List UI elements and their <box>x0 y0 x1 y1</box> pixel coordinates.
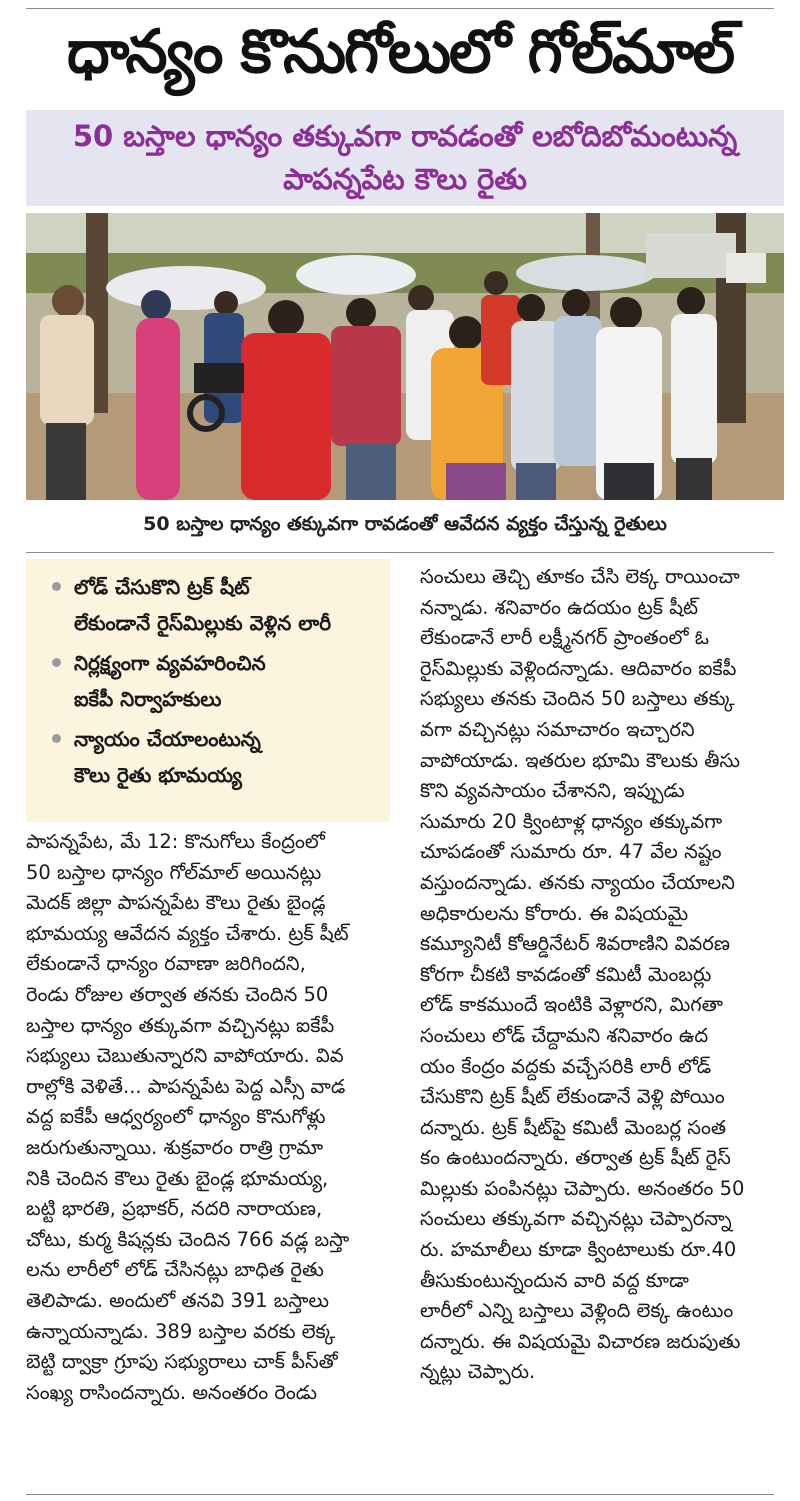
news-photo <box>26 213 784 500</box>
highlight-item <box>38 721 390 793</box>
headline: ధాన్యం కొనుగోలులో గోల్‌మాల్ <box>66 17 734 87</box>
bullet-icon <box>52 582 61 591</box>
photo-caption: 50 బస్తాల ధాన్యం తక్కువగా రావడంతో ఆవేదన వ్యక్తం చేస్తున్న రైతులు <box>143 512 667 535</box>
body-column-right: సంచులు తెచ్చి తూకం చేసి లెక్క రాయించా నన్నాడు. శనివారం ఉదయం ట్రక్‌ షీట్‌ లేకుండానే లారీ లక్ష్మీనగర్‌ ప్రాంతంలో ఓ రైస్‌మిల్లుకు వెళ్లిందన్నాడు. ఆదివారం ఐకేపీ సభ్యులు తనకు చెందిన 50 బస్తాలు తక్కు వగా వచ్చినట్లు సమాచారం ఇచ్చారని వాపోయాడు. ఇతరుల భూమి కౌలుకు తీసు కొని వ్యవసాయం చేశానని, ఇప్పుడు సుమారు 20 క్వింటాళ్ల ధాన్యం తక్కువగా చూపడంతో సుమారు రూ. 47 వేల నష్టం వస్తుందన్నాడు. తనకు న్యాయం చేయాలని అధికారులను కోరారు. ఈ విషయమై కమ్యూనిటీ కోఆర్డినేటర్‌ శివరాణిని వివరణ కోరగా చీకటి కావడంతో కమిటీ మెంబర్లు లోడ్‌ కాకముందే ఇంటికి వెళ్లారని, మిగతా సంచులు లోడ్‌ చేద్దామని శనివారం ఉద యం కేంద్రం వద్దకు వచ్చేసరికి లారీ లోడ్‌ చేసుకొని ట్రక్‌ షీట్‌ లేకుండానే వెళ్లి పోయిం దన్నారు. ట్రక్‌ షీట్‌పై కమిటీ మెంబర్ల సంత కం ఉంటుందన్నారు. తర్వాత ట్రక్‌ షీట్‌ రైస్‌ మిల్లుకు పంపినట్లు చెప్పారు. అనంతరం 50 సంచులు తక్కువగా వచ్చినట్లు చెప్పారన్నా రు. హమాలీలు కూడా క్వింటాలుకు రూ.40 తీసుకుంటున్నందున వారి వద్ద కూడా లారీలో ఎన్ని బస్తాలు వెళ్లింది లెక్క ఉంటుం దన్నారు. ఈ విషయమై విచారణ జరుపుతు న్నట్లు చెప్పారు. <box>420 565 745 1384</box>
top-rule <box>26 8 774 9</box>
bullet-icon <box>52 734 61 743</box>
bottom-rule <box>26 1494 774 1495</box>
highlight-item <box>38 645 390 717</box>
bullet-icon <box>52 658 61 667</box>
highlight-text: లోడ్‌ చేసుకొని ట్రక్‌ షీట్‌ లేకుండానే రైస్‌మిల్లుకు వెళ్లిన లారీ <box>74 575 332 635</box>
subheadline-box <box>26 110 784 206</box>
highlight-text: న్యాయం చేయాలంటున్న కౌలు రైతు భూమయ్య <box>74 727 261 787</box>
body-column-left: పాపన్నపేట, మే 12: కొనుగోలు కేంద్రంలో 50 బస్తాల ధాన్యం గోల్‌మాల్‌ అయినట్లు మెదక్‌ జిల్లా పాపన్నపేట కౌలు రైతు బైండ్ల భూమయ్య ఆవేదన వ్యక్తం చేశారు. ట్రక్‌ షీట్‌ లేకుండానే ధాన్యం రవాణా జరిగిందని, రెండు రోజుల తర్వాత తనకు చెందిన 50 బస్తాల ధాన్యం తక్కువగా వచ్చినట్లు ఐకేపీ సభ్యులు చెబుతున్నారని వాపోయారు. వివ రాల్లోకి వెళితే... పాపన్నపేట పెద్ద ఎస్సీ వాడ వద్ద ఐకేపీ ఆధ్వర్యంలో ధాన్యం కొనుగోళ్లు జరుగుతున్నాయి. శుక్రవారం రాత్రి గ్రామా నికి చెందిన కౌలు రైతు బైండ్ల భూమయ్య, బట్టి భారతి, ప్రభాకర్‌, నదరి నారాయణ, చోటు, కుర్మ కిషన్లకు చెందిన 766 వడ్ల బస్తా లను లారీలో లోడ్‌ చేసినట్లు బాధిత రైతు తెలిపాడు. అందులో తనవి 391 బస్తాలు ఉన్నాయన్నాడు. 389 బస్తాల వరకు లెక్క బెట్టి ద్వాక్రా గ్రూపు సభ్యురాలు చాక్‌ పీస్‌తో సంఖ్య రాసిందన్నారు. అనంతరం రెండు <box>26 830 350 1404</box>
subheadline-line-2: పాపన్నపేట కౌలు రైతు <box>283 162 527 196</box>
highlights-box <box>26 559 390 822</box>
subheadline-line-1: 50 బస్తాల ధాన్యం తక్కువగా రావడంతో లబోదిబోమంటున్న <box>72 119 738 153</box>
highlight-item <box>38 569 390 641</box>
highlight-text: నిర్లక్ష్యంగా వ్యవహరించిన ఐకేపీ నిర్వాహకులు <box>74 651 266 711</box>
caption-rule <box>26 552 774 553</box>
